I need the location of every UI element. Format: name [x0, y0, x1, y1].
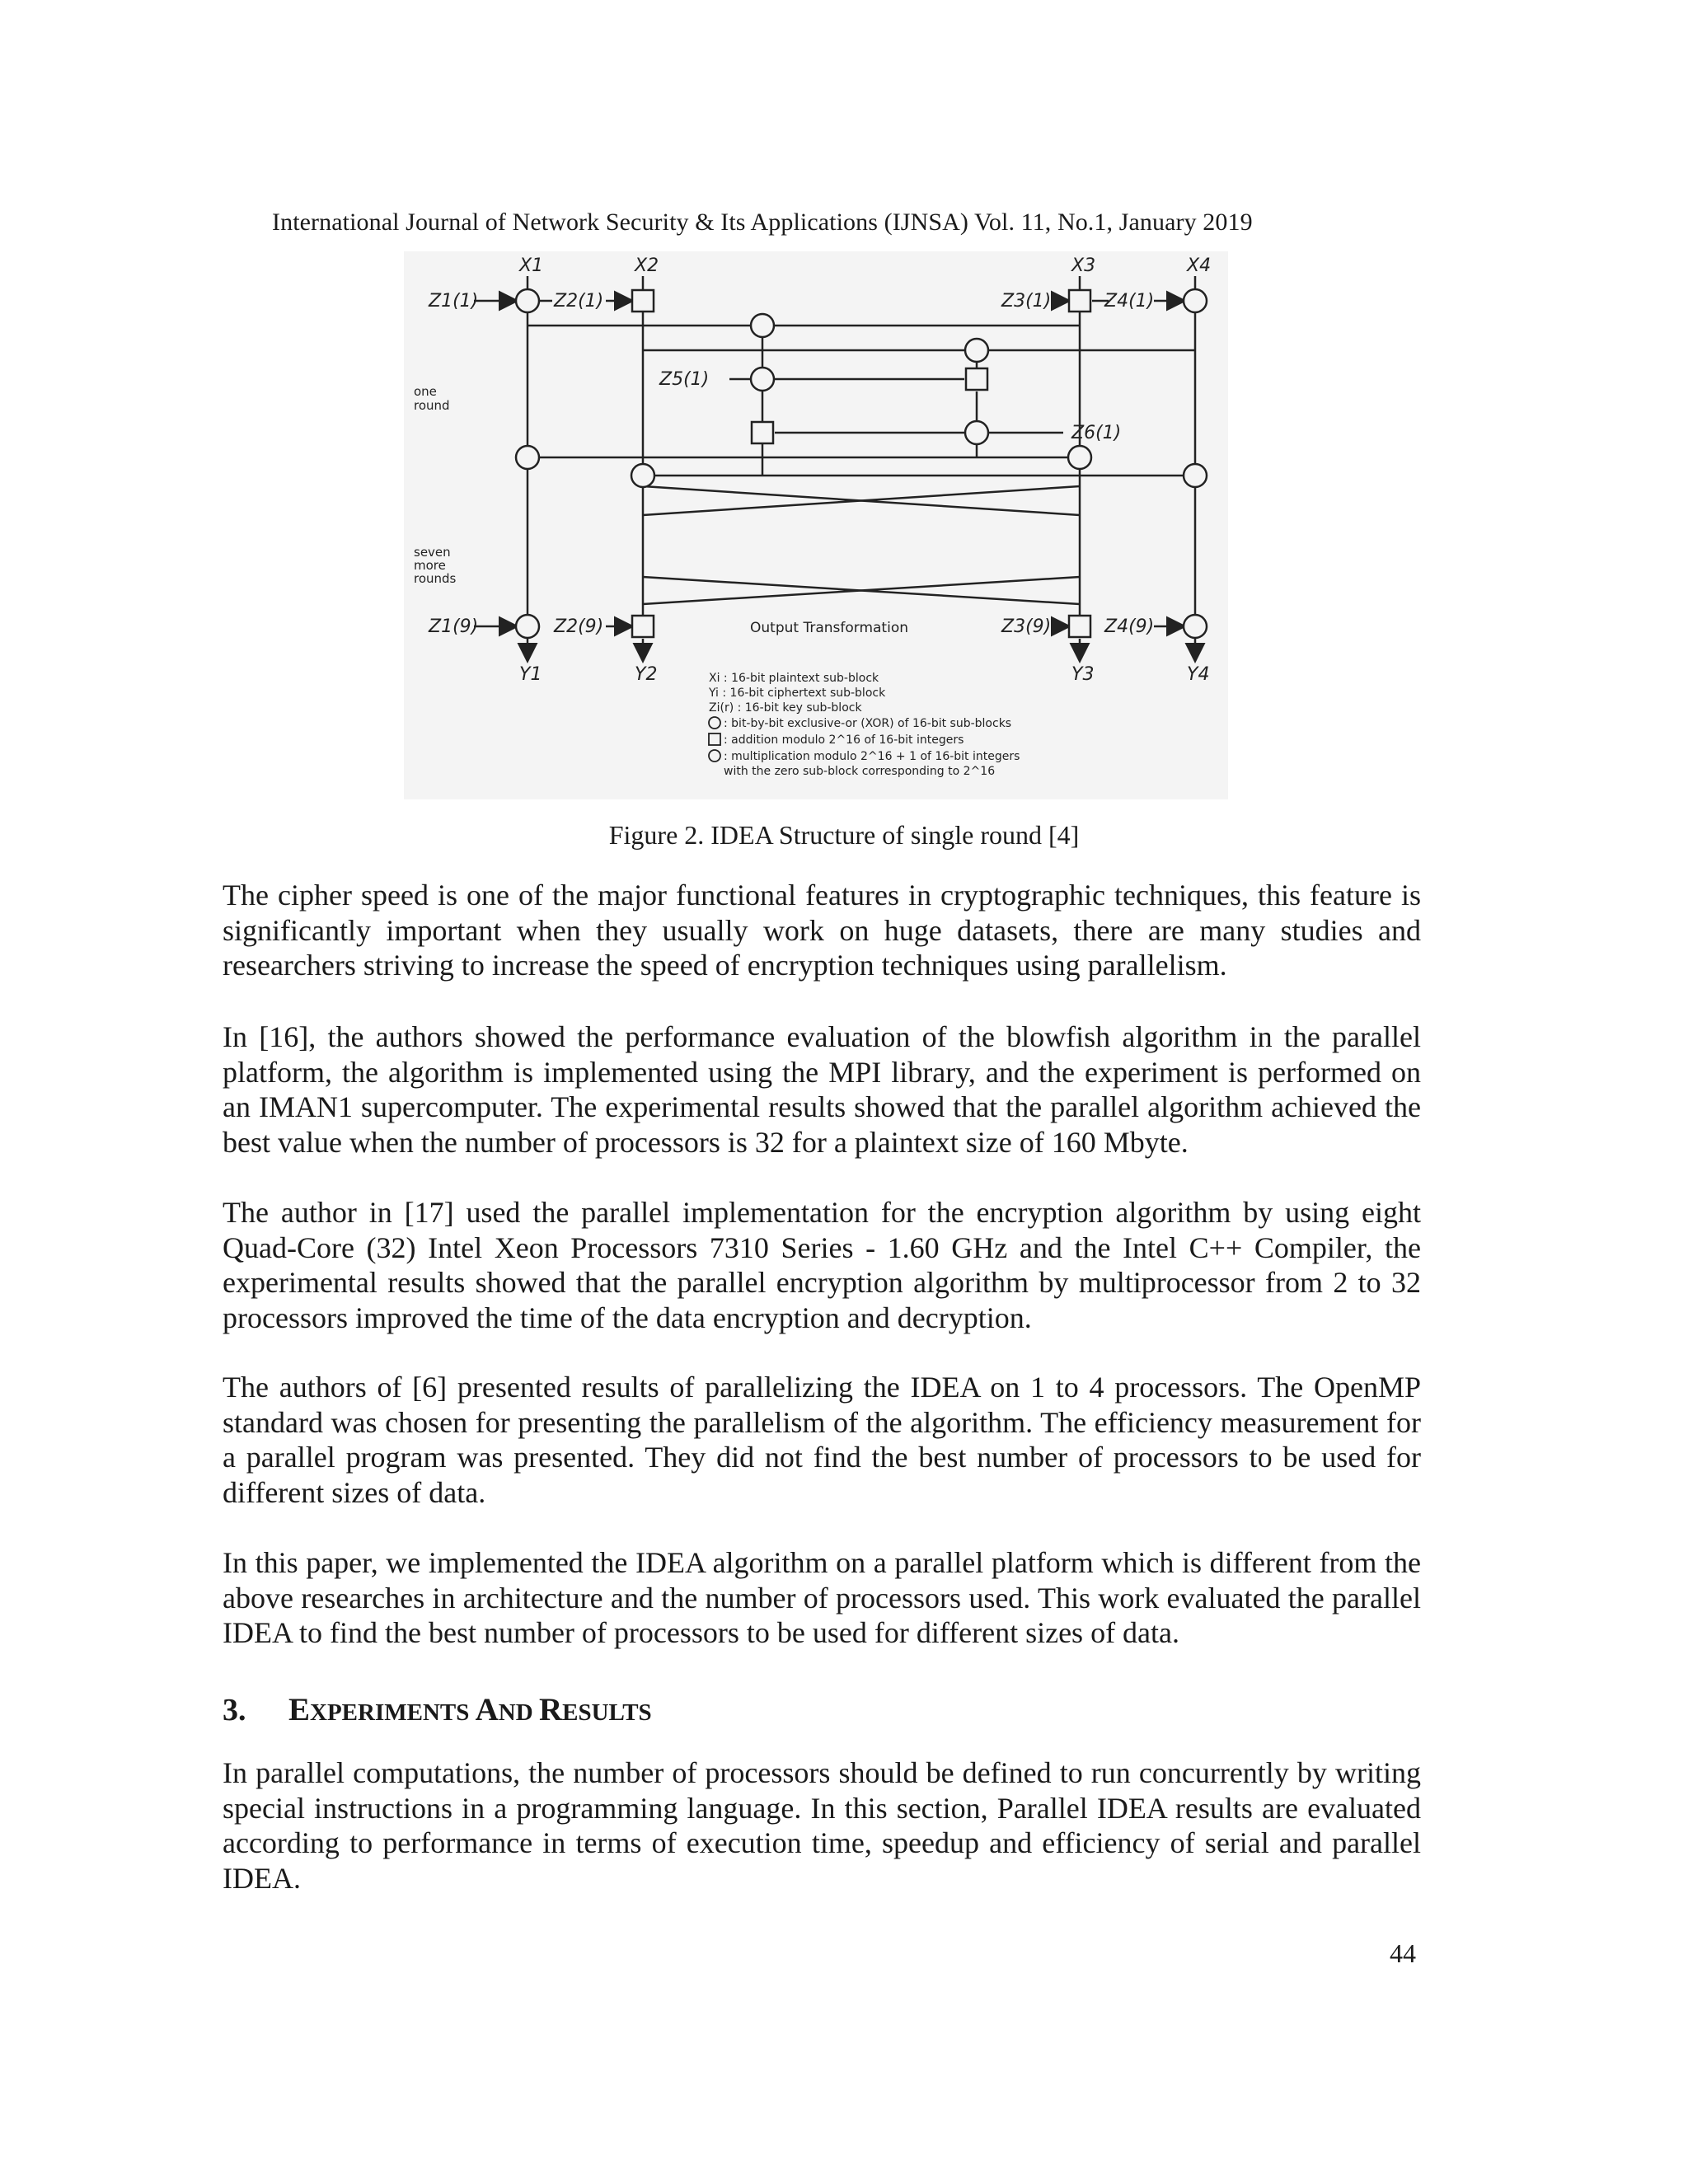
paragraph: In [16], the authors showed the performance evaluation of the blowfish algorithm in the parallel platform, the algorithm is implemented using the MPI library, and the experiment is performed on an IMAN1 supercomputer. The experimental results showed that the parallel algorithm achieved the best value when the number of processors is 32 for a plaintext size of 160 Mbyte. — [223, 1020, 1421, 1159]
input-label: X3 — [1071, 255, 1096, 276]
legend-item: Zi(r) : 16-bit key sub-block — [709, 701, 862, 715]
figure-caption: Figure 2. IDEA Structure of single round [4] — [608, 820, 1080, 850]
paragraph: The author in [17] used the parallel implementation for the encryption algorithm by using eight Quad-Core (32) Intel Xeon Processors 7310 Series - 1.60 GHz and the Intel C++ Compiler, the experimental results showed that the parallel encryption algorithm by multiprocessor from 2 to 32 processors improved the time of the data encryption and decryption. — [223, 1196, 1421, 1334]
key-label: Z3(1) — [1001, 291, 1052, 312]
paragraph: In parallel computations, the number of processors should be defined to run concurrently by writing special instructions in a programming language. In this section, Parallel IDEA results are evaluated according to performance in terms of execution time, speedup and efficiency of serial and parallel IDEA. — [223, 1756, 1421, 1895]
output-label: Y3 — [1071, 664, 1095, 685]
input-label: X1 — [519, 255, 544, 276]
section-title-part: ESULTS — [562, 1699, 652, 1726]
section-heading — [223, 1691, 652, 1728]
running-header: International Journal of Network Security & Its Applications (IJNSA) Vol. 11, No.1, January 2019 — [272, 209, 1253, 236]
key-label: Z2(9) — [554, 616, 604, 637]
one-round-label: one — [414, 384, 437, 399]
input-label: X4 — [1187, 255, 1212, 276]
paragraph: The authors of [6] presented results of parallelizing the IDEA on 1 to 4 processors. The OpenMP standard was chosen for presenting the parallelism of the algorithm. The efficiency measurement for a parallel program was presented. They did not find the best number of processors to be used for different sizes of data. — [223, 1371, 1421, 1509]
legend-item: Yi : 16-bit ciphertext sub-block — [709, 687, 886, 700]
one-round-label: round — [414, 398, 450, 413]
section-number: 3. — [223, 1693, 246, 1727]
legend-item: with the zero sub-block corresponding to 2^16 — [724, 765, 996, 778]
input-label: X2 — [635, 255, 659, 276]
key-label: Z4(1) — [1104, 291, 1155, 312]
idea-structure-figure — [404, 251, 1228, 799]
section-title-part: E — [288, 1692, 311, 1727]
seven-rounds-label: more — [414, 558, 446, 573]
paragraph: The cipher speed is one of the major functional features in cryptographic techniques, this feature is significantly important when they usually work on huge datasets, there are many studies and researchers striving to increase the speed of encryption techniques using parallelism. — [223, 879, 1421, 982]
output-label: Y1 — [519, 664, 542, 685]
key-label: Z2(1) — [554, 291, 604, 312]
section-title-part: A — [475, 1692, 499, 1727]
key-label: Z4(9) — [1104, 616, 1155, 637]
section-title-part: ND — [498, 1699, 539, 1726]
output-label: Y2 — [635, 664, 658, 685]
key-label: Z1(9) — [429, 616, 479, 637]
key-label: Z5(1) — [659, 369, 710, 390]
legend-item: : addition modulo 2^16 of 16-bit integers — [724, 733, 964, 747]
key-label: Z1(1) — [429, 291, 479, 312]
seven-rounds-label: rounds — [414, 571, 457, 586]
output-transformation-label: Output Transformation — [750, 620, 908, 636]
paragraph: In this paper, we implemented the IDEA algorithm on a parallel platform which is different from the above researches in architecture and the number of processors used. This work evaluated the parallel IDEA to find the best number of processors to be used for different sizes of data. — [223, 1546, 1421, 1649]
legend-item: Xi : 16-bit plaintext sub-block — [709, 672, 879, 685]
page-number: 44 — [1390, 1938, 1416, 1968]
key-label: Z6(1) — [1071, 423, 1122, 443]
legend-item: : bit-by-bit exclusive-or (XOR) of 16-bit sub-blocks — [724, 717, 1012, 730]
section-title-part: R — [538, 1692, 563, 1727]
output-label: Y4 — [1187, 664, 1210, 685]
legend-item: : multiplication modulo 2^16 + 1 of 16-bit integers — [724, 750, 1020, 763]
section-title-part: XPERIMENTS — [310, 1699, 476, 1726]
key-label: Z3(9) — [1001, 616, 1052, 637]
seven-rounds-label: seven — [414, 545, 451, 560]
